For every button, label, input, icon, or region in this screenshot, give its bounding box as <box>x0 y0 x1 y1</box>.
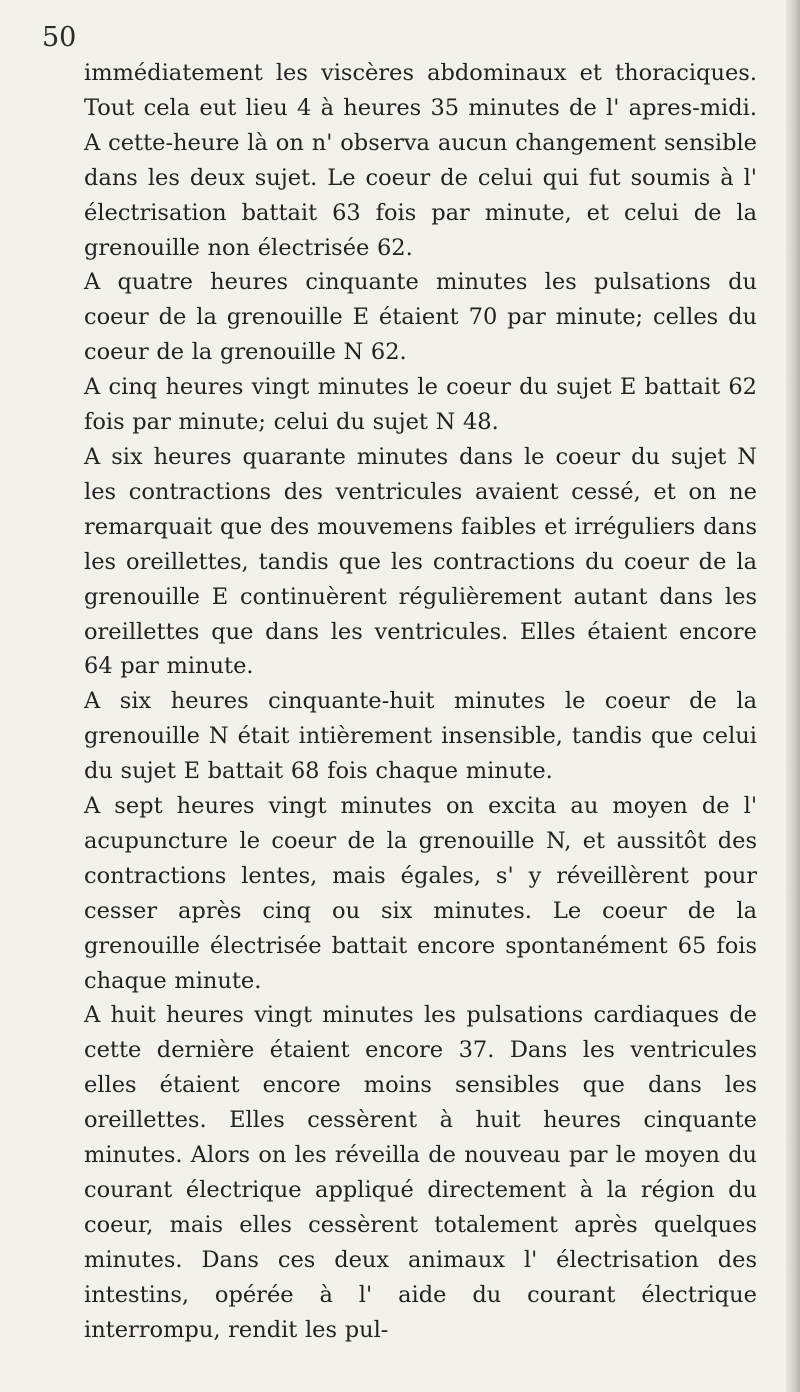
paragraph-2: A quatre heures cinquante minutes les pulsations du coeur de la grenouille E étaient 70 par minute; celles du coeur de la grenouille N 62. <box>84 269 757 366</box>
page-number: 50 <box>42 22 77 53</box>
paragraph-3: A cinq heures vingt minutes le coeur du sujet E battait 62 fois par minute; celui du sujet N 48. <box>84 374 757 436</box>
paragraph-4: A six heures quarante minutes dans le coeur du sujet N les contractions des ventricules avaient cessé, et on ne remarquait que des mouvemens faibles et irréguliers dans les oreillettes, tandis que les contractions du coeur de la grenouille E continuèrent régulièrement autant dans les oreillettes que dans les ventricules. Elles étaient encore 64 par minute. <box>84 443 757 680</box>
page-edge-shadow <box>786 0 800 1392</box>
paragraph-5: A six heures cinquante-huit minutes le coeur de la grenouille N était intièrement insensible, tandis que celui du sujet E battait 68 fois chaque minute. <box>84 688 757 785</box>
body-text <box>84 56 757 1348</box>
paragraph-6: A sept heures vingt minutes on excita au moyen de l' acupuncture le coeur de la grenouille N, et aussitôt des contractions lentes, mais égales, s' y réveillèrent pour cesser après cinq ou six minutes. Le coeur de la grenouille électrisée battait encore spontanément 65 fois chaque minute. <box>84 793 757 994</box>
paragraph-1: immédiatement les viscères abdominaux et thoraciques. Tout cela eut lieu 4 à heures 35 minutes de l' apres-midi. A cette-heure là on n' observa aucun changement sensible dans les deux sujet. Le coeur de celui qui fut soumis à l' électrisation battait 63 fois par minute, et celui de la grenouille non électrisée 62. <box>84 60 757 261</box>
paragraph-7: A huit heures vingt minutes les pulsations cardiaques de cette dernière étaient encore 37. Dans les ventricules elles étaient encore moins sensibles que dans les oreillettes. Elles cessèrent à huit heures cinquante minutes. Alors on les réveilla de nouveau par le moyen du courant électrique appliqué directement à la région du coeur, mais elles cessèrent totalement après quelques minutes. Dans ces deux animaux l' électrisation des intestins, opérée à l' aide du courant électrique interrompu, rendit les pul- <box>84 1002 757 1343</box>
